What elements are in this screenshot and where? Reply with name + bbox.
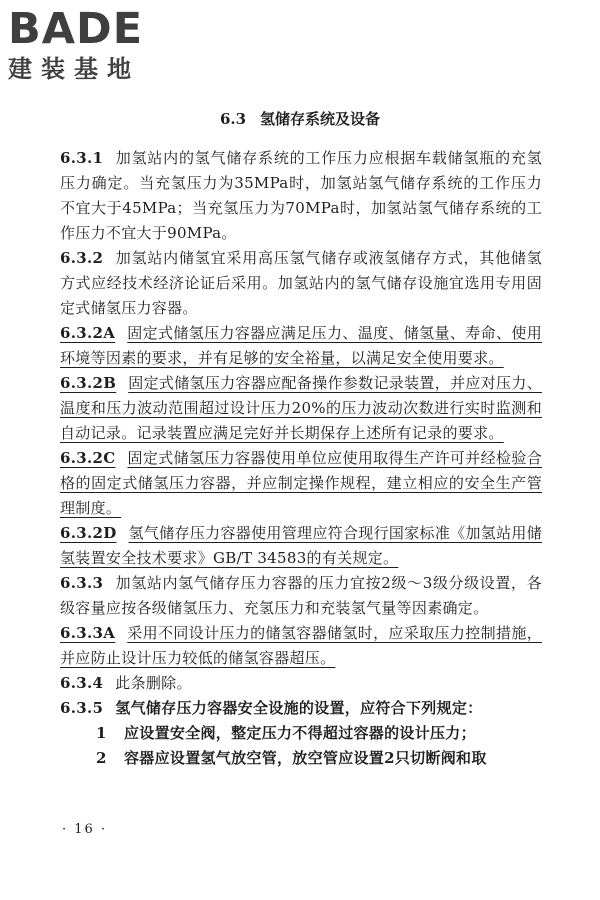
clause-text: 固定式储氢压力容器使用单位应使用取得生产许可并经检验合格的固定式储氢压力容器，并应制定操作规程，建立相应的安全生产管理制度。 (60, 449, 542, 517)
clause-6-3-2a (60, 321, 542, 371)
clause-number: 6.3.3A (60, 624, 116, 642)
clause-text: 氢气储存压力容器安全设施的设置，应符合下列规定： (115, 699, 483, 717)
clause-number: 6.3.2 (60, 249, 104, 267)
clause-text: 加氢站内的氢气储存系统的工作压力应根据车载储氢瓶的充氢压力确定。当充氢压力为35MPa时，加氢站氢气储存系统的工作压力不宜大于45MPa；当充氢压力为70MPa时，加氢站氢气储存系统的工作压力不宜大于90MPa。 (60, 149, 542, 242)
clause-number: 6.3.2B (60, 374, 117, 392)
clause-6-3-3a (60, 621, 542, 671)
clause-number: 6.3.5 (60, 699, 104, 717)
clause-text: 固定式储氢压力容器应满足压力、温度、储氢量、寿命、使用环境等因素的要求，并有足够的安全裕量，以满足安全使用要求。 (60, 324, 542, 367)
item-number: 1 (96, 724, 107, 742)
section-title: 氢储存系统及设备 (260, 110, 381, 128)
logo-tagline: 建装基地 (8, 55, 140, 83)
document-body (60, 146, 542, 771)
item-text: 应设置安全阀，整定压力不得超过容器的设计压力； (124, 724, 476, 742)
list-item (60, 746, 542, 771)
clause-number: 6.3.1 (60, 149, 104, 167)
page-number: · 16 · (62, 822, 108, 837)
bade-logo (8, 6, 183, 84)
item-text: 容器应设置氢气放空管，放空管应设置2只切断阀和取 (124, 749, 487, 767)
clause-6-3-2c (60, 446, 542, 521)
section-number: 6.3 (219, 110, 247, 128)
clause-6-3-2b (60, 371, 542, 446)
clause-number: 6.3.3 (60, 574, 104, 592)
clause-text: 加氢站内储氢宜采用高压氢气储存或液氢储存方式，其他储氢方式应经技术经济论证后采用。加氢站内的氢气储存设施宜选用专用固定式储氢压力容器。 (60, 249, 542, 317)
clause-6-3-5 (60, 696, 542, 721)
clause-text: 此条删除。 (115, 674, 192, 692)
clause-6-3-3 (60, 571, 542, 621)
clause-text: 固定式储氢压力容器应配备操作参数记录装置，并应对压力、温度和压力波动范围超过设计压力20%的压力波动次数进行实时监测和自动记录。记录装置应满足完好并长期保存上述所有记录的要求。 (60, 374, 542, 442)
clause-number: 6.3.2D (60, 524, 117, 542)
logo-wordmark: BADE (8, 4, 144, 54)
clause-number: 6.3.2A (60, 324, 116, 342)
section-heading (0, 108, 600, 129)
clause-text: 加氢站内氢气储存压力容器的压力宜按2级～3级分级设置，各级容量应按各级储氢压力、充氢压力和充装氢气量等因素确定。 (60, 574, 542, 617)
clause-text: 氢气储存压力容器使用管理应符合现行国家标准《加氢站用储氢装置安全技术要求》GB/T 34583的有关规定。 (60, 524, 542, 567)
clause-number: 6.3.4 (60, 674, 104, 692)
clause-6-3-1 (60, 146, 542, 246)
clause-number: 6.3.2C (60, 449, 116, 467)
list-item (60, 721, 542, 746)
item-number: 2 (96, 749, 107, 767)
clause-6-3-2 (60, 246, 542, 321)
clause-text: 采用不同设计压力的储氢容器储氢时，应采取压力控制措施，并应防止设计压力较低的储氢容器超压。 (60, 624, 542, 667)
clause-6-3-4 (60, 671, 542, 696)
clause-6-3-2d (60, 521, 542, 571)
